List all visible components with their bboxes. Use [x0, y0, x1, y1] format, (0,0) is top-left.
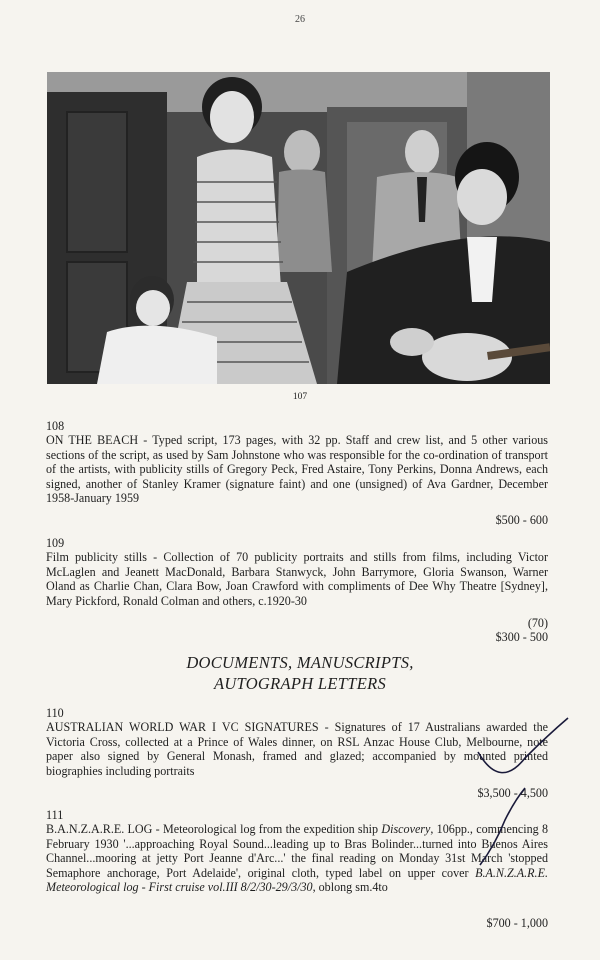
lot-108 [46, 419, 548, 528]
page-number: 26 [295, 14, 305, 25]
lot-number: 110 [46, 706, 64, 720]
lot-number: 109 [46, 536, 65, 550]
lot-107-photograph [47, 72, 550, 384]
lot-estimate: $300 - 500 [495, 630, 548, 645]
lot-title: Film publicity stills [46, 550, 147, 565]
lot-quantity: (70) [527, 616, 548, 631]
lot-title: B.A.N.Z.A.R.E. LOG [46, 822, 153, 837]
photo-image [47, 72, 550, 384]
section-heading-line-2: AUTOGRAPH LETTERS [213, 674, 387, 693]
lot-title: ON THE BEACH [46, 433, 139, 448]
lot-109 [46, 536, 548, 645]
lot-111 [46, 808, 548, 931]
lot-estimate: $700 - 1,000 [486, 916, 548, 931]
lot-description: Film publicity stills - Collection of 70 publicity portraits and stills from films, including Victor McLaglen and Jeanett MacDonald, Barbara Stanwyck, John Barrymore, Gloria Swanson, Warner Oland as Charlie Chan, Clara Bow, Joan Crawford with compliments of Dee Why Theatre [Sydney], Mary Pickford, Ronald Colman and others, c.1920-30 [46, 550, 548, 608]
ship-name: Discovery [381, 822, 431, 837]
section-heading-line-1: DOCUMENTS, MANUSCRIPTS, [186, 653, 414, 672]
section-heading [0, 652, 600, 694]
lot-110 [46, 706, 548, 800]
lot-description: B.A.N.Z.A.R.E. LOG - Meteorological log from the expedition ship Discovery, 106pp., commencing 8 February 1930 '...approaching Royal Sound...leading up to Bras Bolinder...turned into Buenos Aires Channel...mooring at jetty Port Jeanne d'Arc...' the final reading on Monday 31st March 'stopped Semaphore anchorage, Port Adelaide', original cloth, typed label on upper cover B.A.N.Z.A.R.E. Meteorological log - First cruise vol.III 8/2/30-29/3/30, oblong sm.4to [46, 822, 548, 895]
lot-estimate: $500 - 600 [495, 513, 548, 528]
lot-estimate: $3,500 - 4,500 [477, 786, 548, 801]
lot-description: AUSTRALIAN WORLD WAR I VC SIGNATURES - Signatures of 17 Australians awarded the Victoria Cross, collected at a Prince of Wales dinner, on RSL Anzac House Club, Melbourne, note paper also signed by General Monash, framed and glazed; accompanied by mounted printed biographies including portraits [46, 720, 548, 778]
photo-caption: 107 [292, 392, 308, 402]
label-text: B.A.N.Z.A.R.E. Meteorological log - First cruise vol.III 8/2/30-29/3/30 [46, 865, 548, 895]
lot-description: ON THE BEACH - Typed script, 173 pages, with 32 pp. Staff and crew list, and 5 other various sections of the script, as used by Sam Johnstone who was responsible for the co-ordination of transport of the artists, with publicity stills of Gregory Peck, Fred Astaire, Tony Perkins, Donna Andrews, each signed, another of Stanley Kramer (signature faint) and one (unsigned) of Ava Gardner, December 1958-January 1959 [46, 433, 548, 506]
lot-number: 111 [46, 808, 64, 822]
lot-title: AUSTRALIAN WORLD WAR I VC SIGNATURES [46, 720, 319, 735]
lot-number: 108 [46, 419, 65, 433]
